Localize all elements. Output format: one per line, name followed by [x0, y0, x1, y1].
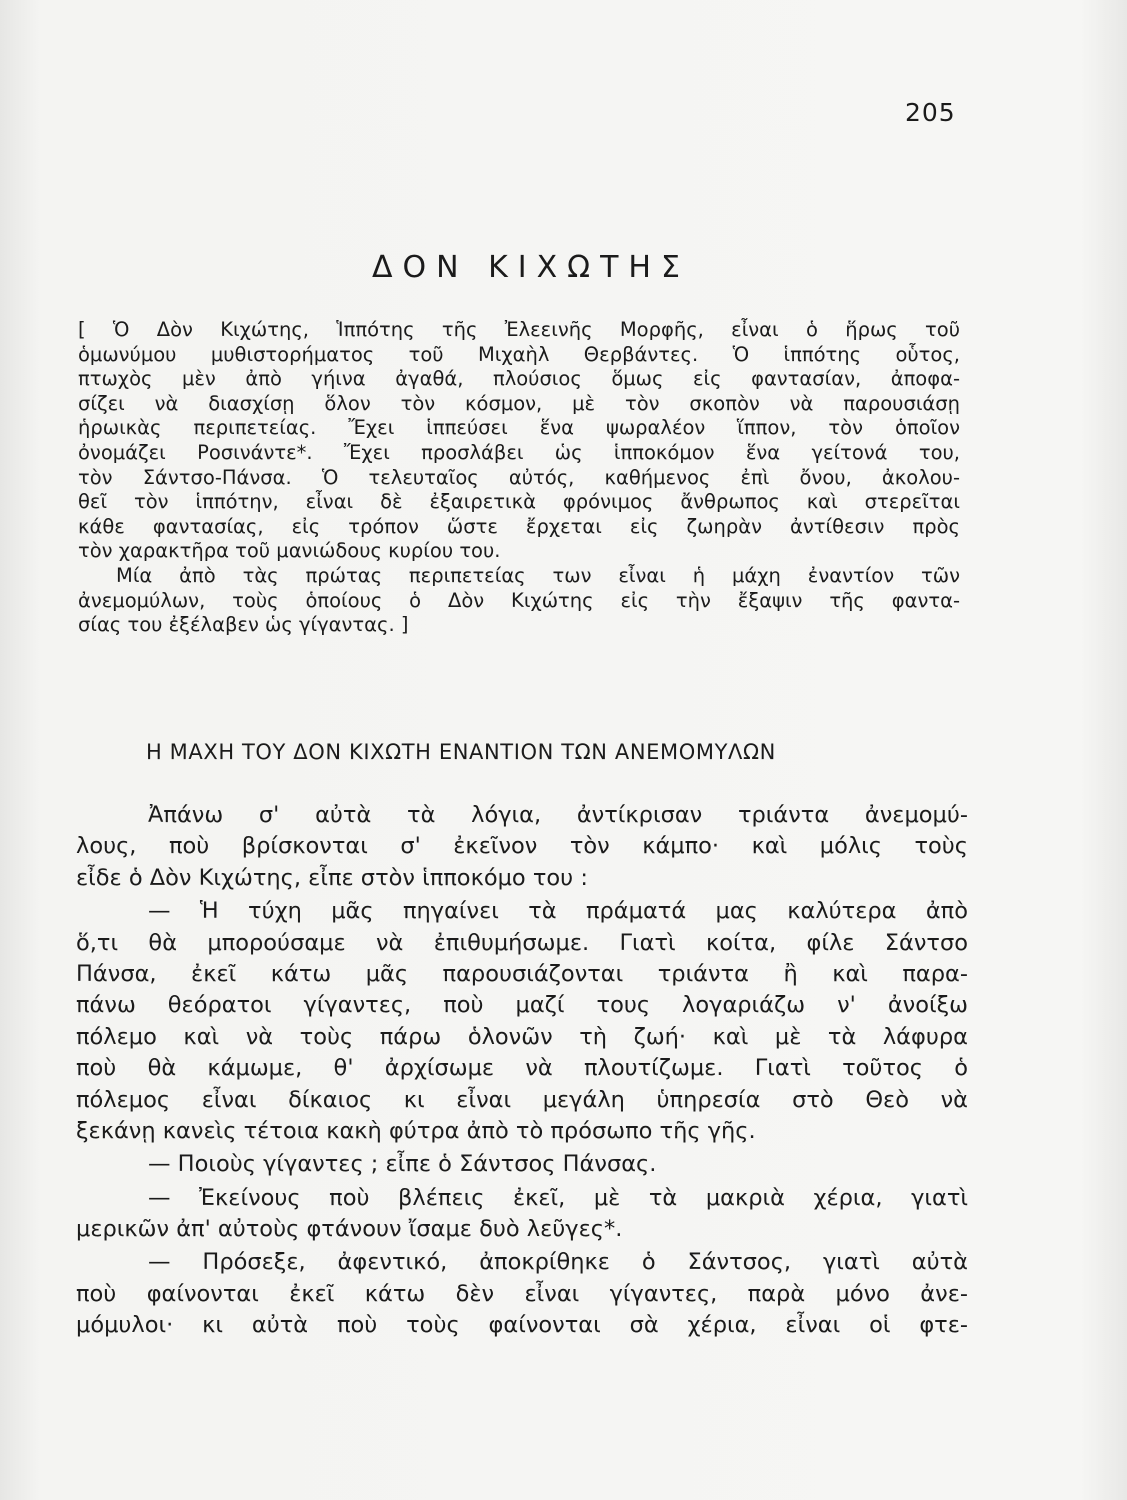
page-title: ΔΟΝ ΚΙΧΩΤΗΣ [372, 250, 690, 285]
story-line: Ἀπάνω σ' αὐτὰ τὰ λόγια, ἀντίκρισαν τριάντα ἀνεμομύ- [148, 802, 968, 828]
section-heading: Η ΜΑΧΗ ΤΟΥ ΔΟΝ ΚΙΧΩΤΗ ΕΝΑΝΤΙΟΝ ΤΩΝ ΑΝΕΜΟΜΥΛΩΝ [146, 740, 776, 764]
page-number: 205 [905, 98, 956, 127]
intro-line: ὀνομάζει Ροσινάντε*. Ἔχει προσλάβει ὡς ἱπποκόμον ἕνα γείτονά του, [78, 440, 960, 464]
intro-paragraph [78, 318, 960, 638]
story-line: ὅ,τι θὰ μπορούσαμε νὰ ἐπιθυμήσωμε. Γιατὶ κοίτα, φίλε Σάντσο [76, 929, 968, 956]
story-line: μόμυλοι· κι αὐτὰ ποὺ τοὺς φαίνονται σὰ χέρια, εἶναι οἱ φτε- [76, 1312, 968, 1339]
story-line: ξεκάνῃ κανεὶς τέτοια κακὴ φύτρα ἀπὸ τὸ πρόσωπο τῆς γῆς. [76, 1117, 756, 1144]
story-line: μερικῶν ἀπ' αὐτοὺς φτάνουν ἴσαμε δυὸ λεῦγες*. [76, 1216, 623, 1243]
story-line: λους, ποὺ βρίσκονται σ' ἐκεῖνον τὸν κάμπο· καὶ μόλις τοὺς [76, 833, 968, 860]
story-line: — Ποιοὺς γίγαντες ; εἶπε ὁ Σάντσος Πάνσας. [148, 1151, 657, 1178]
intro-line: πτωχὸς μὲν ἀπὸ γήινα ἀγαθά, πλούσιος ὅμως εἰς φαντασίαν, ἀποφα- [78, 367, 960, 391]
story-line: πάνω θεόρατοι γίγαντες, ποὺ μαζί τους λογαριάζω ν' ἀνοίξω [76, 992, 968, 1019]
intro-line: ὁμωνύμου μυθιστορήματος τοῦ Μιχαὴλ Θερβάντες. Ὁ ἱππότης οὗτος, [78, 342, 960, 366]
story-line: — Πρόσεξε, ἀφεντικό, ἀποκρίθηκε ὁ Σάντσος, γιατὶ αὐτὰ [148, 1249, 968, 1276]
story-line: — Ἐκείνους ποὺ βλέπεις ἐκεῖ, μὲ τὰ μακριὰ χέρια, γιατὶ [148, 1184, 968, 1211]
intro-line: [ Ὁ Δὸν Κιχώτης, Ἱππότης τῆς Ἐλεεινῆς Μορφῆς, εἶναι ὁ ἥρως τοῦ [78, 318, 960, 341]
story-text [76, 800, 968, 1342]
intro-line: τὸν χαρακτῆρα τοῦ μανιώδους κυρίου του. [78, 539, 501, 563]
intro-line: σίας του ἐξέλαβεν ὡς γίγαντας. ] [78, 613, 409, 637]
intro-line: Μία ἀπὸ τὰς πρώτας περιπετείας των εἶναι ἡ μάχη ἐναντίον τῶν [116, 563, 960, 587]
story-line: ποὺ θὰ κάμωμε, θ' ἀρχίσωμε νὰ πλουτίζωμε. Γιατὶ τοῦτος ὁ [76, 1055, 968, 1082]
intro-line: σίζει νὰ διασχίσῃ ὅλον τὸν κόσμον, μὲ τὸν σκοπὸν νὰ παρουσιάσῃ [78, 391, 960, 415]
story-line: εἶδε ὁ Δὸν Κιχώτης, εἶπε στὸν ἱπποκόμο του : [76, 864, 588, 891]
intro-line: τὸν Σάντσο-Πάνσα. Ὁ τελευταῖος αὐτός, καθήμενος ἐπὶ ὄνου, ἀκολου- [78, 465, 960, 489]
story-line: πόλεμο καὶ νὰ τοὺς πάρω ὁλονῶν τὴ ζωή· καὶ μὲ τὰ λάφυρα [76, 1023, 968, 1050]
story-line: Πάνσα, ἐκεῖ κάτω μᾶς παρουσιάζονται τριάντα ἢ καὶ παρα- [76, 960, 968, 987]
intro-line: θεῖ τὸν ἱππότην, εἶναι δὲ ἐξαιρετικὰ φρόνιμος ἄνθρωπος καὶ στερεῖται [78, 490, 960, 514]
intro-line: ἡρωικὰς περιπετείας. Ἔχει ἱππεύσει ἕνα ψωραλέον ἵππον, τὸν ὁποῖον [78, 416, 960, 440]
intro-line: κάθε φαντασίας, εἰς τρόπον ὥστε ἔρχεται εἰς ζωηρὰν ἀντίθεσιν πρὸς [78, 514, 960, 538]
story-line: ποὺ φαίνονται ἐκεῖ κάτω δὲν εἶναι γίγαντες, παρὰ μόνο ἀνε- [76, 1280, 968, 1307]
story-line: πόλεμος εἶναι δίκαιος κι εἶναι μεγάλη ὑπηρεσία στὸ Θεὸ νὰ [76, 1086, 968, 1113]
story-line: — Ἡ τύχη μᾶς πηγαίνει τὰ πράματά μας καλύτερα ἀπὸ [148, 898, 968, 925]
intro-line: ἀνεμομύλων, τοὺς ὁποίους ὁ Δὸν Κιχώτης εἰς τὴν ἔξαψιν τῆς φαντα- [78, 588, 960, 612]
